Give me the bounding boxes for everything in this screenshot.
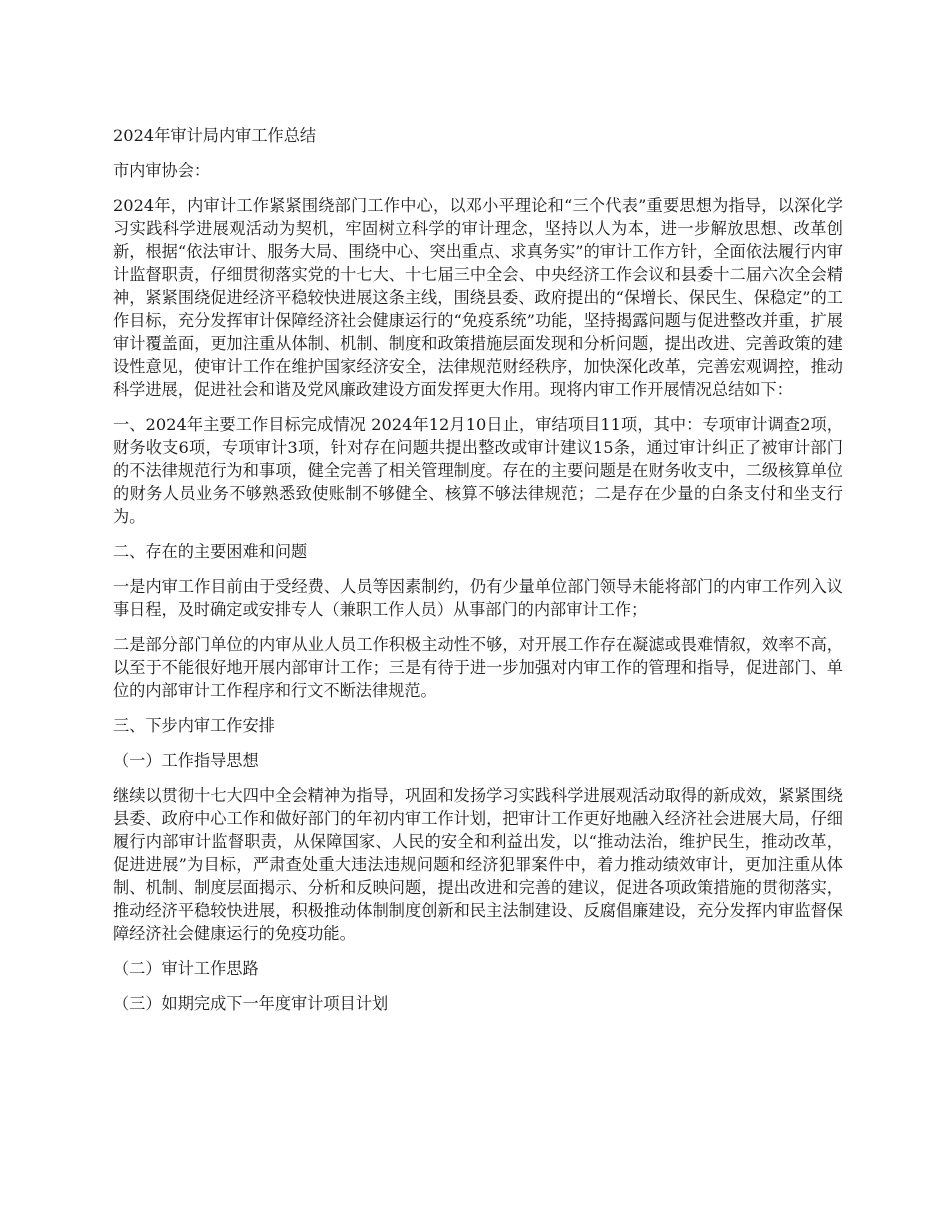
section-1-paragraph: 一、2024年主要工作目标完成情况 2024年12月10日止，审结项目11项，其中：专项审计调查2项，财务收支6项，专项审计3项，针对存在问题共提出整改或审计建议15条，通过审计纠正了被审计部门的不法律规范行为和事项，健全完善了相关管理制度。存在的主要问题是在财务收支中，二级核算单位的财务人员业务不够熟悉致使账制不够健全、核算不够法律规范；二是存在少量的白条支付和坐支行为。 <box>113 415 843 526</box>
document-body <box>113 124 843 1027</box>
section-3-subheading-3: （三）如期完成下一年度审计项目计划 <box>113 994 389 1013</box>
salutation: 市内审协会： <box>113 161 211 180</box>
section-3-paragraph-1: 继续以贯彻十七大四中全会精神为指导，巩固和发扬学习实践科学进展观活动取得的新成效，紧紧围绕县委、政府中心工作和做好部门的年初内审工作计划，把审计工作更好地融入经济社会进展大局，仔细履行内部审计监督职责，从保障国家、人民的安全和利益出发，以“推动法治，维护民生，推动改革，促进进展”为目标，严肃查处重大违法违规问题和经济犯罪案件中，着力推动绩效审计，更加注重从体制、机制、制度层面揭示、分析和反映问题，提出改进和完善的建议，促进各项政策措施的贯彻落实，推动经济平稳较快进展，积极推动体制制度创新和民主法制建设、反腐倡廉建设，充分发挥内审监督保障经济社会健康运行的免疫功能。 <box>113 786 843 943</box>
section-2-paragraph-2: 二是部分部门单位的内审从业人员工作积极主动性不够，对开展工作存在凝滤或畏难情叙，效率不高，以至于不能很好地开展内部审计工作；三是有待于进一步加强对内审工作的管理和指导，促进部门、单位的内部审计工作程序和行文不断法律规范。 <box>113 635 843 700</box>
section-2-heading: 二、存在的主要困难和问题 <box>113 542 308 561</box>
section-3-subheading-1: （一）工作指导思想 <box>113 751 259 770</box>
section-3-heading: 三、下步内审工作安排 <box>113 716 275 735</box>
intro-paragraph: 2024年，内审计工作紧紧围绕部门工作中心，以邓小平理论和“三个代表”重要思想为指导，以深化学习实践科学进展观活动为契机，牢固树立科学的审计理念，坚持以人为本，进一步解放思想、改革创新，根据“依法审计、服务大局、围绕中心、突出重点、求真务实”的审计工作方针，全面依法履行内审计监督职责，仔细贯彻落实党的十七大、十七届三中全会、中央经济工作会议和县委十二届六次全会精神，紧紧围绕促进经济平稳较快进展这条主线，围绕县委、政府提出的“保增长、保民生、保稳定”的工作目标，充分发挥审计保障经济社会健康运行的“免疫系统”功能，坚持揭露问题与促进整改并重，扩展审计覆盖面，更加注重从体制、机制、制度和政策措施层面发现和分析问题，提出改进、完善政策的建设性意见，使审计工作在维护国家经济安全，法律规范财经秩序，加快深化改革，完善宏观调控，推动科学进展，促进社会和谐及党风廉政建设方面发挥更大作用。现将内审工作开展情况总结如下： <box>113 196 843 399</box>
document-title: 2024年审计局内审工作总结 <box>113 126 317 145</box>
section-2-paragraph-1: 一是内审工作目前由于受经费、人员等因素制约，仍有少量单位部门领导未能将部门的内审工作列入议事日程，及时确定或安排专人（兼职工作人员）从事部门的内部审计工作； <box>113 577 843 619</box>
section-3-subheading-2: （二）审计工作思路 <box>113 959 259 978</box>
